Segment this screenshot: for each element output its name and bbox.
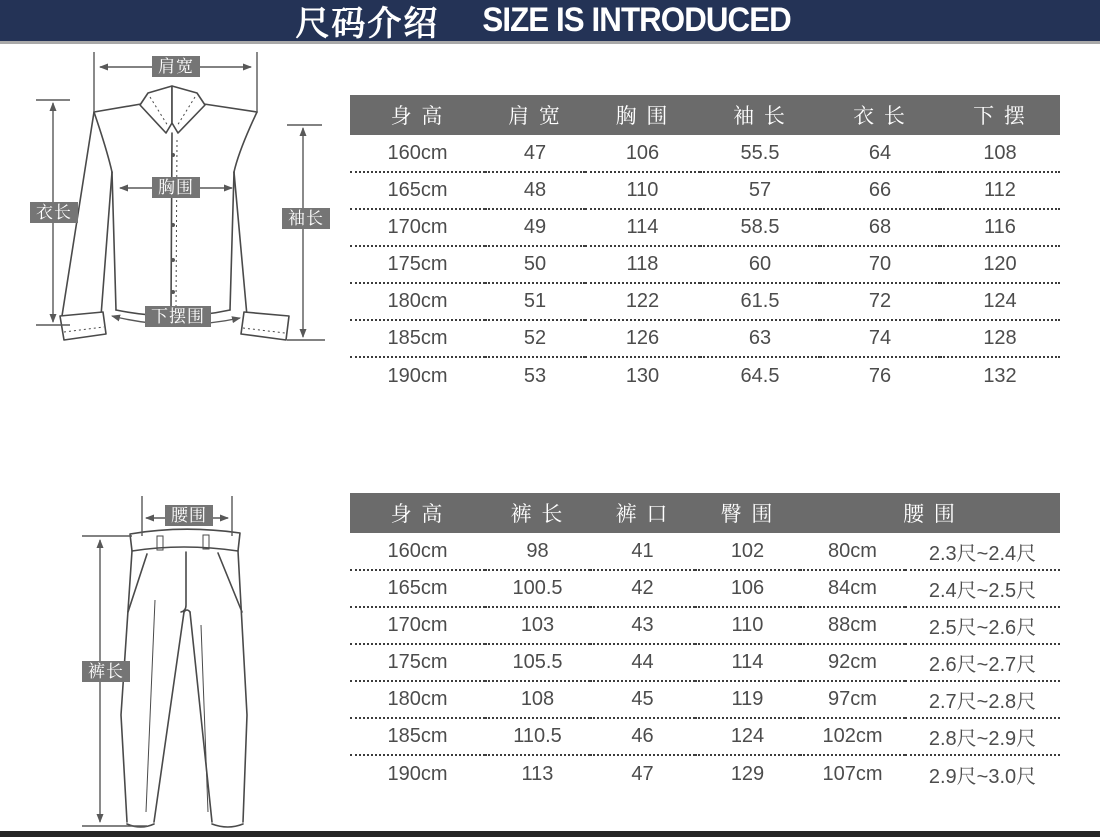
table-cell: 2.6尺~2.7尺	[905, 644, 1060, 681]
table-cell: 51	[485, 283, 585, 320]
table-cell: 110.5	[485, 718, 590, 755]
pants-table-body	[350, 533, 1060, 792]
column-header-garment-length: 衣 长	[820, 95, 940, 135]
shirt-size-table	[350, 95, 1060, 394]
table-cell: 118	[585, 246, 700, 283]
chest-label: 胸围	[152, 177, 200, 198]
table-row	[350, 533, 1060, 570]
table-cell: 76	[868, 364, 892, 387]
table-row	[350, 135, 1060, 172]
table-cell: 45	[590, 681, 695, 718]
table-cell: 98	[485, 533, 590, 570]
table-cell: 46	[590, 718, 695, 755]
table-row	[350, 718, 1060, 755]
table-cell: 110	[585, 172, 700, 209]
table-cell: 70	[820, 246, 940, 283]
table-cell: 43	[590, 607, 695, 644]
table-cell: 61.5	[700, 283, 820, 320]
table-cell: 114	[695, 644, 800, 681]
column-header-hip: 臀 围	[695, 493, 800, 533]
table-cell: 122	[585, 283, 700, 320]
column-header-hem: 下 摆	[940, 95, 1060, 135]
table-cell: 74	[820, 320, 940, 357]
table-cell: 100.5	[485, 570, 590, 607]
table-row	[350, 755, 1060, 792]
table-cell: 41	[590, 533, 695, 570]
table-cell: 170cm	[350, 209, 485, 246]
pants-line-drawing	[55, 480, 365, 837]
table-cell: 52	[485, 320, 585, 357]
table-cell: 185cm	[350, 718, 485, 755]
table-cell: 116	[940, 209, 1060, 246]
table-cell: 108	[940, 135, 1060, 172]
table-cell: 102cm	[800, 718, 905, 755]
shirt-table-header	[350, 95, 1060, 135]
pants-table-header	[350, 493, 1060, 533]
column-header-leg-opening: 裤 口	[590, 493, 695, 533]
column-header-pants-length: 裤 长	[485, 493, 590, 533]
table-cell: 128	[940, 320, 1060, 357]
table-cell: 66	[820, 172, 940, 209]
table-cell: 2.3尺~2.4尺	[905, 533, 1060, 570]
banner-title-chinese: 尺码介绍	[295, 5, 440, 43]
table-row	[350, 320, 1060, 357]
table-cell: 175cm	[350, 644, 485, 681]
table-cell: 106	[585, 135, 700, 172]
table-cell: 64	[820, 135, 940, 172]
table-cell: 120	[940, 246, 1060, 283]
table-cell: 114	[585, 209, 700, 246]
table-cell: 185cm	[350, 320, 485, 357]
table-cell: 47	[631, 762, 654, 785]
bottom-divider-bar	[0, 831, 1100, 837]
table-cell: 72	[820, 283, 940, 320]
table-cell: 124	[695, 718, 800, 755]
shoulder-width-label: 肩宽	[152, 56, 200, 77]
column-header-height: 身 高	[350, 493, 485, 533]
table-cell: 112	[940, 172, 1060, 209]
table-cell: 102	[695, 533, 800, 570]
table-row	[350, 246, 1060, 283]
table-cell: 170cm	[350, 607, 485, 644]
table-cell: 2.8尺~2.9尺	[905, 718, 1060, 755]
table-cell: 60	[700, 246, 820, 283]
table-cell: 53	[523, 364, 547, 387]
table-row	[350, 357, 1060, 394]
shirt-measurement-diagram	[0, 0, 345, 360]
table-row	[350, 607, 1060, 644]
table-cell: 165cm	[350, 172, 485, 209]
table-cell: 108	[485, 681, 590, 718]
table-cell: 68	[820, 209, 940, 246]
table-cell: 49	[485, 209, 585, 246]
table-cell: 2.5尺~2.6尺	[905, 607, 1060, 644]
table-cell: 190cm	[387, 762, 448, 785]
banner-title-english: SIZE IS INTRODUCED	[482, 1, 792, 39]
table-cell: 105.5	[485, 644, 590, 681]
table-cell: 58.5	[700, 209, 820, 246]
table-cell: 130	[625, 364, 660, 387]
table-cell: 132	[983, 364, 1017, 387]
table-cell: 50	[485, 246, 585, 283]
table-cell: 88cm	[800, 607, 905, 644]
table-cell: 44	[590, 644, 695, 681]
table-row	[350, 172, 1060, 209]
table-cell: 64.5	[740, 364, 780, 387]
table-cell: 2.4尺~2.5尺	[905, 570, 1060, 607]
hem-circumference-label: 下摆围	[145, 306, 211, 327]
table-cell: 124	[940, 283, 1060, 320]
table-cell: 84cm	[800, 570, 905, 607]
table-cell: 129	[730, 762, 765, 785]
table-cell: 110	[695, 607, 800, 644]
table-cell: 160cm	[350, 135, 485, 172]
table-cell: 97cm	[800, 681, 905, 718]
table-cell: 55.5	[700, 135, 820, 172]
table-cell: 48	[485, 172, 585, 209]
sleeve-length-label: 袖长	[282, 208, 330, 229]
pants-measurement-diagram	[55, 480, 365, 837]
table-cell: 47	[485, 135, 585, 172]
table-row	[350, 644, 1060, 681]
table-row	[350, 209, 1060, 246]
table-cell: 113	[521, 762, 554, 785]
column-header-shoulder: 肩 宽	[485, 95, 585, 135]
table-cell: 190cm	[387, 364, 448, 387]
table-cell: 2.9尺~3.0尺	[928, 765, 1037, 788]
garment-length-label: 衣长	[30, 202, 78, 223]
table-cell: 119	[695, 681, 800, 718]
column-header-chest: 胸 围	[585, 95, 700, 135]
table-row	[350, 681, 1060, 718]
table-cell: 63	[700, 320, 820, 357]
table-cell: 106	[695, 570, 800, 607]
waist-label: 腰围	[165, 505, 213, 526]
table-cell: 165cm	[350, 570, 485, 607]
column-header-waist: 腰 围	[800, 493, 1060, 533]
table-cell: 180cm	[350, 283, 485, 320]
table-cell: 103	[485, 607, 590, 644]
column-header-height: 身 高	[350, 95, 485, 135]
pants-length-label: 裤长	[82, 661, 130, 682]
table-cell: 80cm	[800, 533, 905, 570]
table-cell: 126	[585, 320, 700, 357]
table-cell: 175cm	[350, 246, 485, 283]
shirt-table-body	[350, 135, 1060, 394]
table-cell: 2.7尺~2.8尺	[905, 681, 1060, 718]
table-row	[350, 570, 1060, 607]
table-cell: 92cm	[800, 644, 905, 681]
table-cell: 180cm	[350, 681, 485, 718]
table-cell: 42	[590, 570, 695, 607]
pants-size-table	[350, 493, 1060, 792]
table-cell: 107cm	[822, 762, 883, 785]
column-header-sleeve: 袖 长	[700, 95, 820, 135]
table-cell: 160cm	[350, 533, 485, 570]
table-cell: 57	[700, 172, 820, 209]
table-row	[350, 283, 1060, 320]
